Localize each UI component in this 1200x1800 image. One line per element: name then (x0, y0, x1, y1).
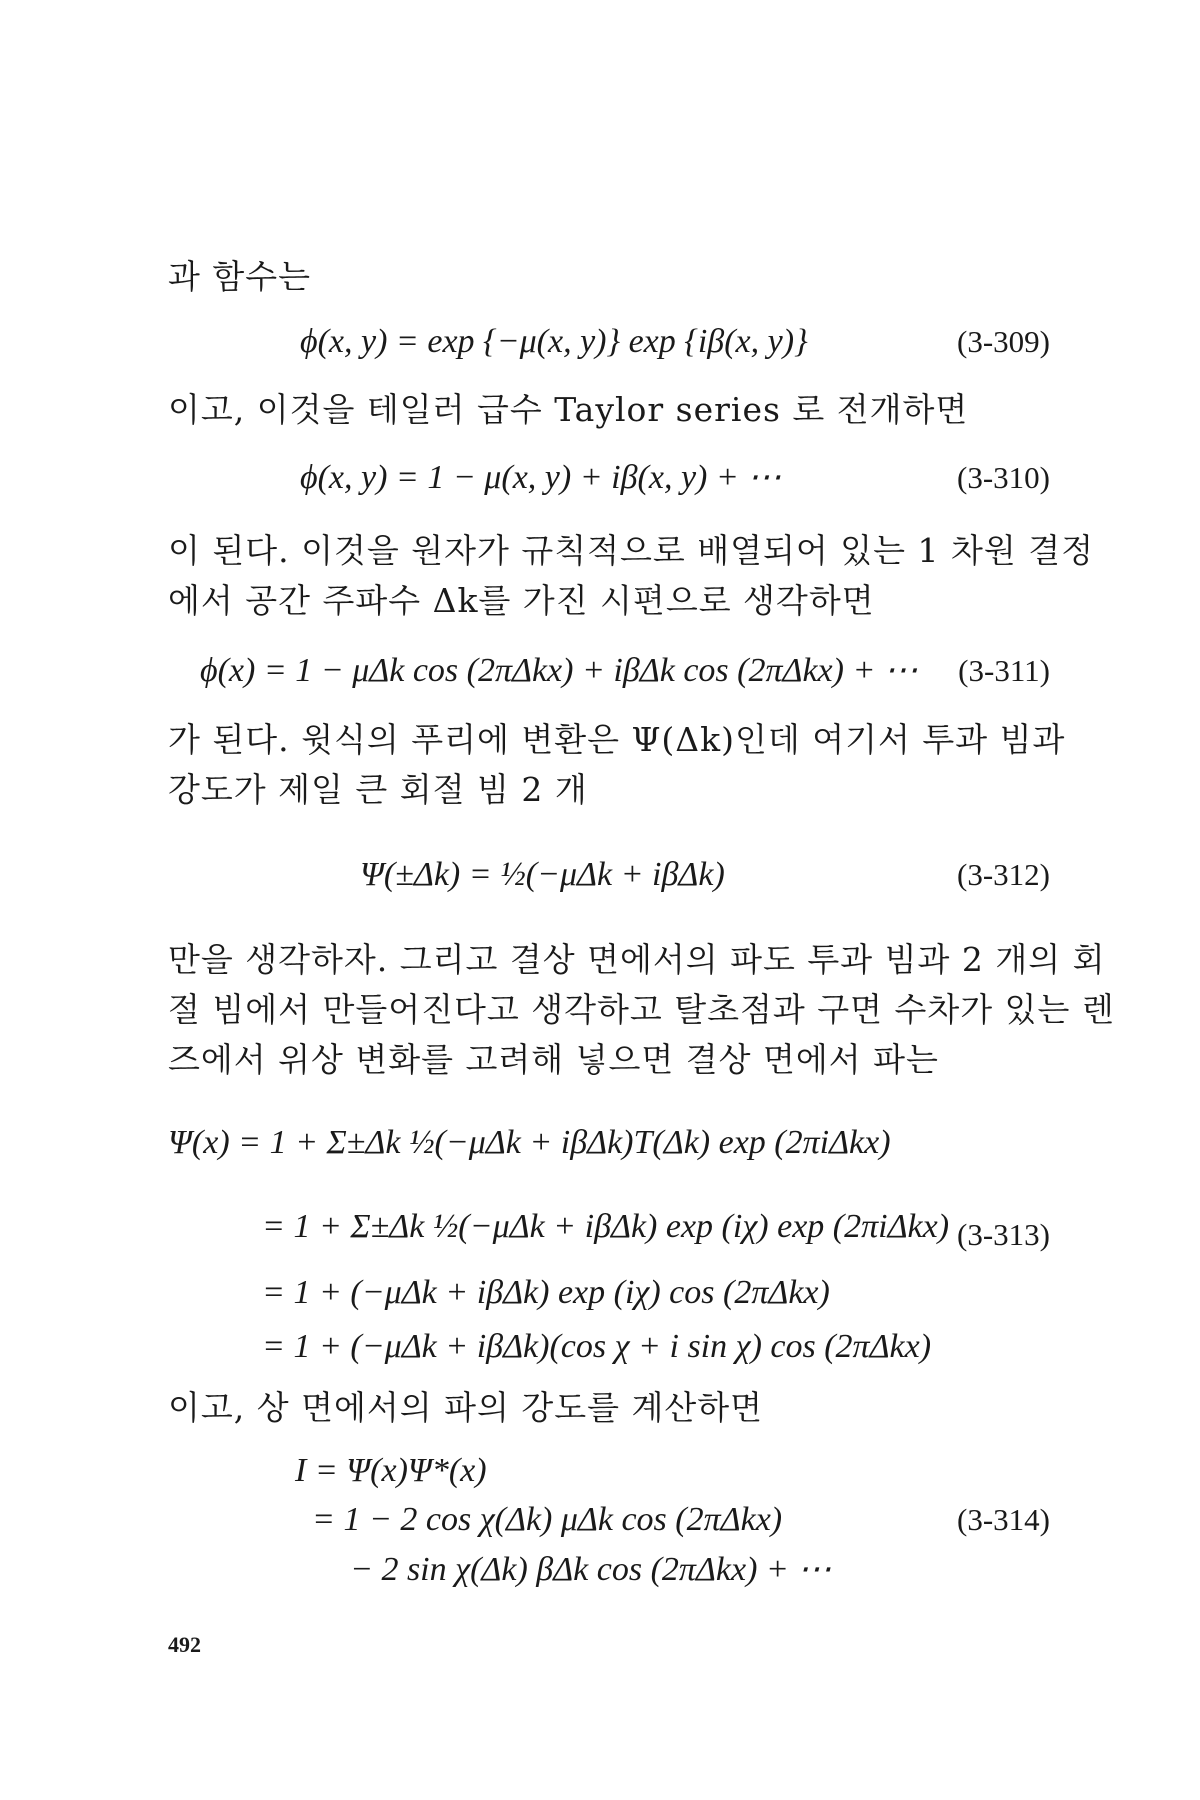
equation-3-312: Ψ(±Δk) = ½(−μΔk + iβΔk) (360, 856, 725, 893)
paragraph-3 (168, 526, 1094, 626)
text-line: 이 된다. 이것을 원자가 규칙적으로 배열되어 있는 1 차원 결정 (168, 531, 1094, 570)
equation-number-3-311: (3-311) (958, 653, 1050, 688)
equation-3-314-line-3: − 2 sin χ(Δk) βΔk cos (2πΔkx) + ⋯ (350, 1551, 832, 1588)
text-line: 가 된다. 윗식의 푸리에 변환은 Ψ(Δk)인데 여기서 투과 빔과 (168, 720, 1066, 759)
text-line: 에서 공간 주파수 Δk를 가진 시편으로 생각하면 (168, 581, 875, 620)
equation-3-310: ϕ(x, y) = 1 − μ(x, y) + iβ(x, y) + ⋯ (300, 459, 782, 496)
text-line: 강도가 제일 큰 회절 빔 2 개 (168, 770, 588, 809)
text-line: 이고, 상 면에서의 파의 강도를 계산하면 (168, 1388, 763, 1427)
equation-number-3-309: (3-309) (957, 324, 1050, 359)
equation-3-311: ϕ(x) = 1 − μΔk cos (2πΔkx) + iβΔk cos (2πΔkx) + ⋯ (200, 652, 918, 689)
text-line: 이고, 이것을 테일러 급수 Taylor series 로 전개하면 (168, 390, 969, 429)
equation-number-3-313: (3-313) (957, 1217, 1050, 1252)
paragraph-1 (168, 252, 1048, 302)
equation-3-313-line-2: = 1 + Σ±Δk ½(−μΔk + iβΔk) exp (iχ) exp (2πiΔkx) (262, 1208, 950, 1245)
equation-number-3-310: (3-310) (957, 460, 1050, 495)
paragraph-2 (168, 385, 1048, 435)
text-line: 만을 생각하자. 그리고 결상 면에서의 파도 투과 빔과 2 개의 회 (168, 940, 1106, 979)
text-line: 절 빔에서 만들어진다고 생각하고 탈초점과 구면 수차가 있는 렌 (168, 990, 1115, 1029)
text-line: 과 함수는 (168, 257, 312, 296)
page-number: 492 (168, 1632, 201, 1657)
text-line: 즈에서 위상 변화를 고려해 넣으면 결상 면에서 파는 (168, 1040, 939, 1079)
equation-3-314-line-2: = 1 − 2 cos χ(Δk) μΔk cos (2πΔkx) (312, 1501, 783, 1538)
paragraph-5 (168, 935, 1115, 1085)
equation-3-313-line-1: Ψ(x) = 1 + Σ±Δk ½(−μΔk + iβΔk)T(Δk) exp (2πiΔkx) (168, 1124, 891, 1161)
equation-3-313-line-4: = 1 + (−μΔk + iβΔk)(cos χ + i sin χ) cos (2πΔkx) (262, 1328, 932, 1365)
paragraph-4 (168, 715, 1066, 815)
equation-3-314-line-1: I = Ψ(x)Ψ*(x) (295, 1452, 487, 1489)
equation-3-309: ϕ(x, y) = exp {−μ(x, y)} exp {iβ(x, y)} (300, 323, 808, 360)
equation-number-3-312: (3-312) (957, 857, 1050, 892)
paragraph-6 (168, 1383, 1048, 1433)
equation-3-313-line-3: = 1 + (−μΔk + iβΔk) exp (iχ) cos (2πΔkx) (262, 1274, 830, 1311)
equation-number-3-314: (3-314) (957, 1502, 1050, 1537)
